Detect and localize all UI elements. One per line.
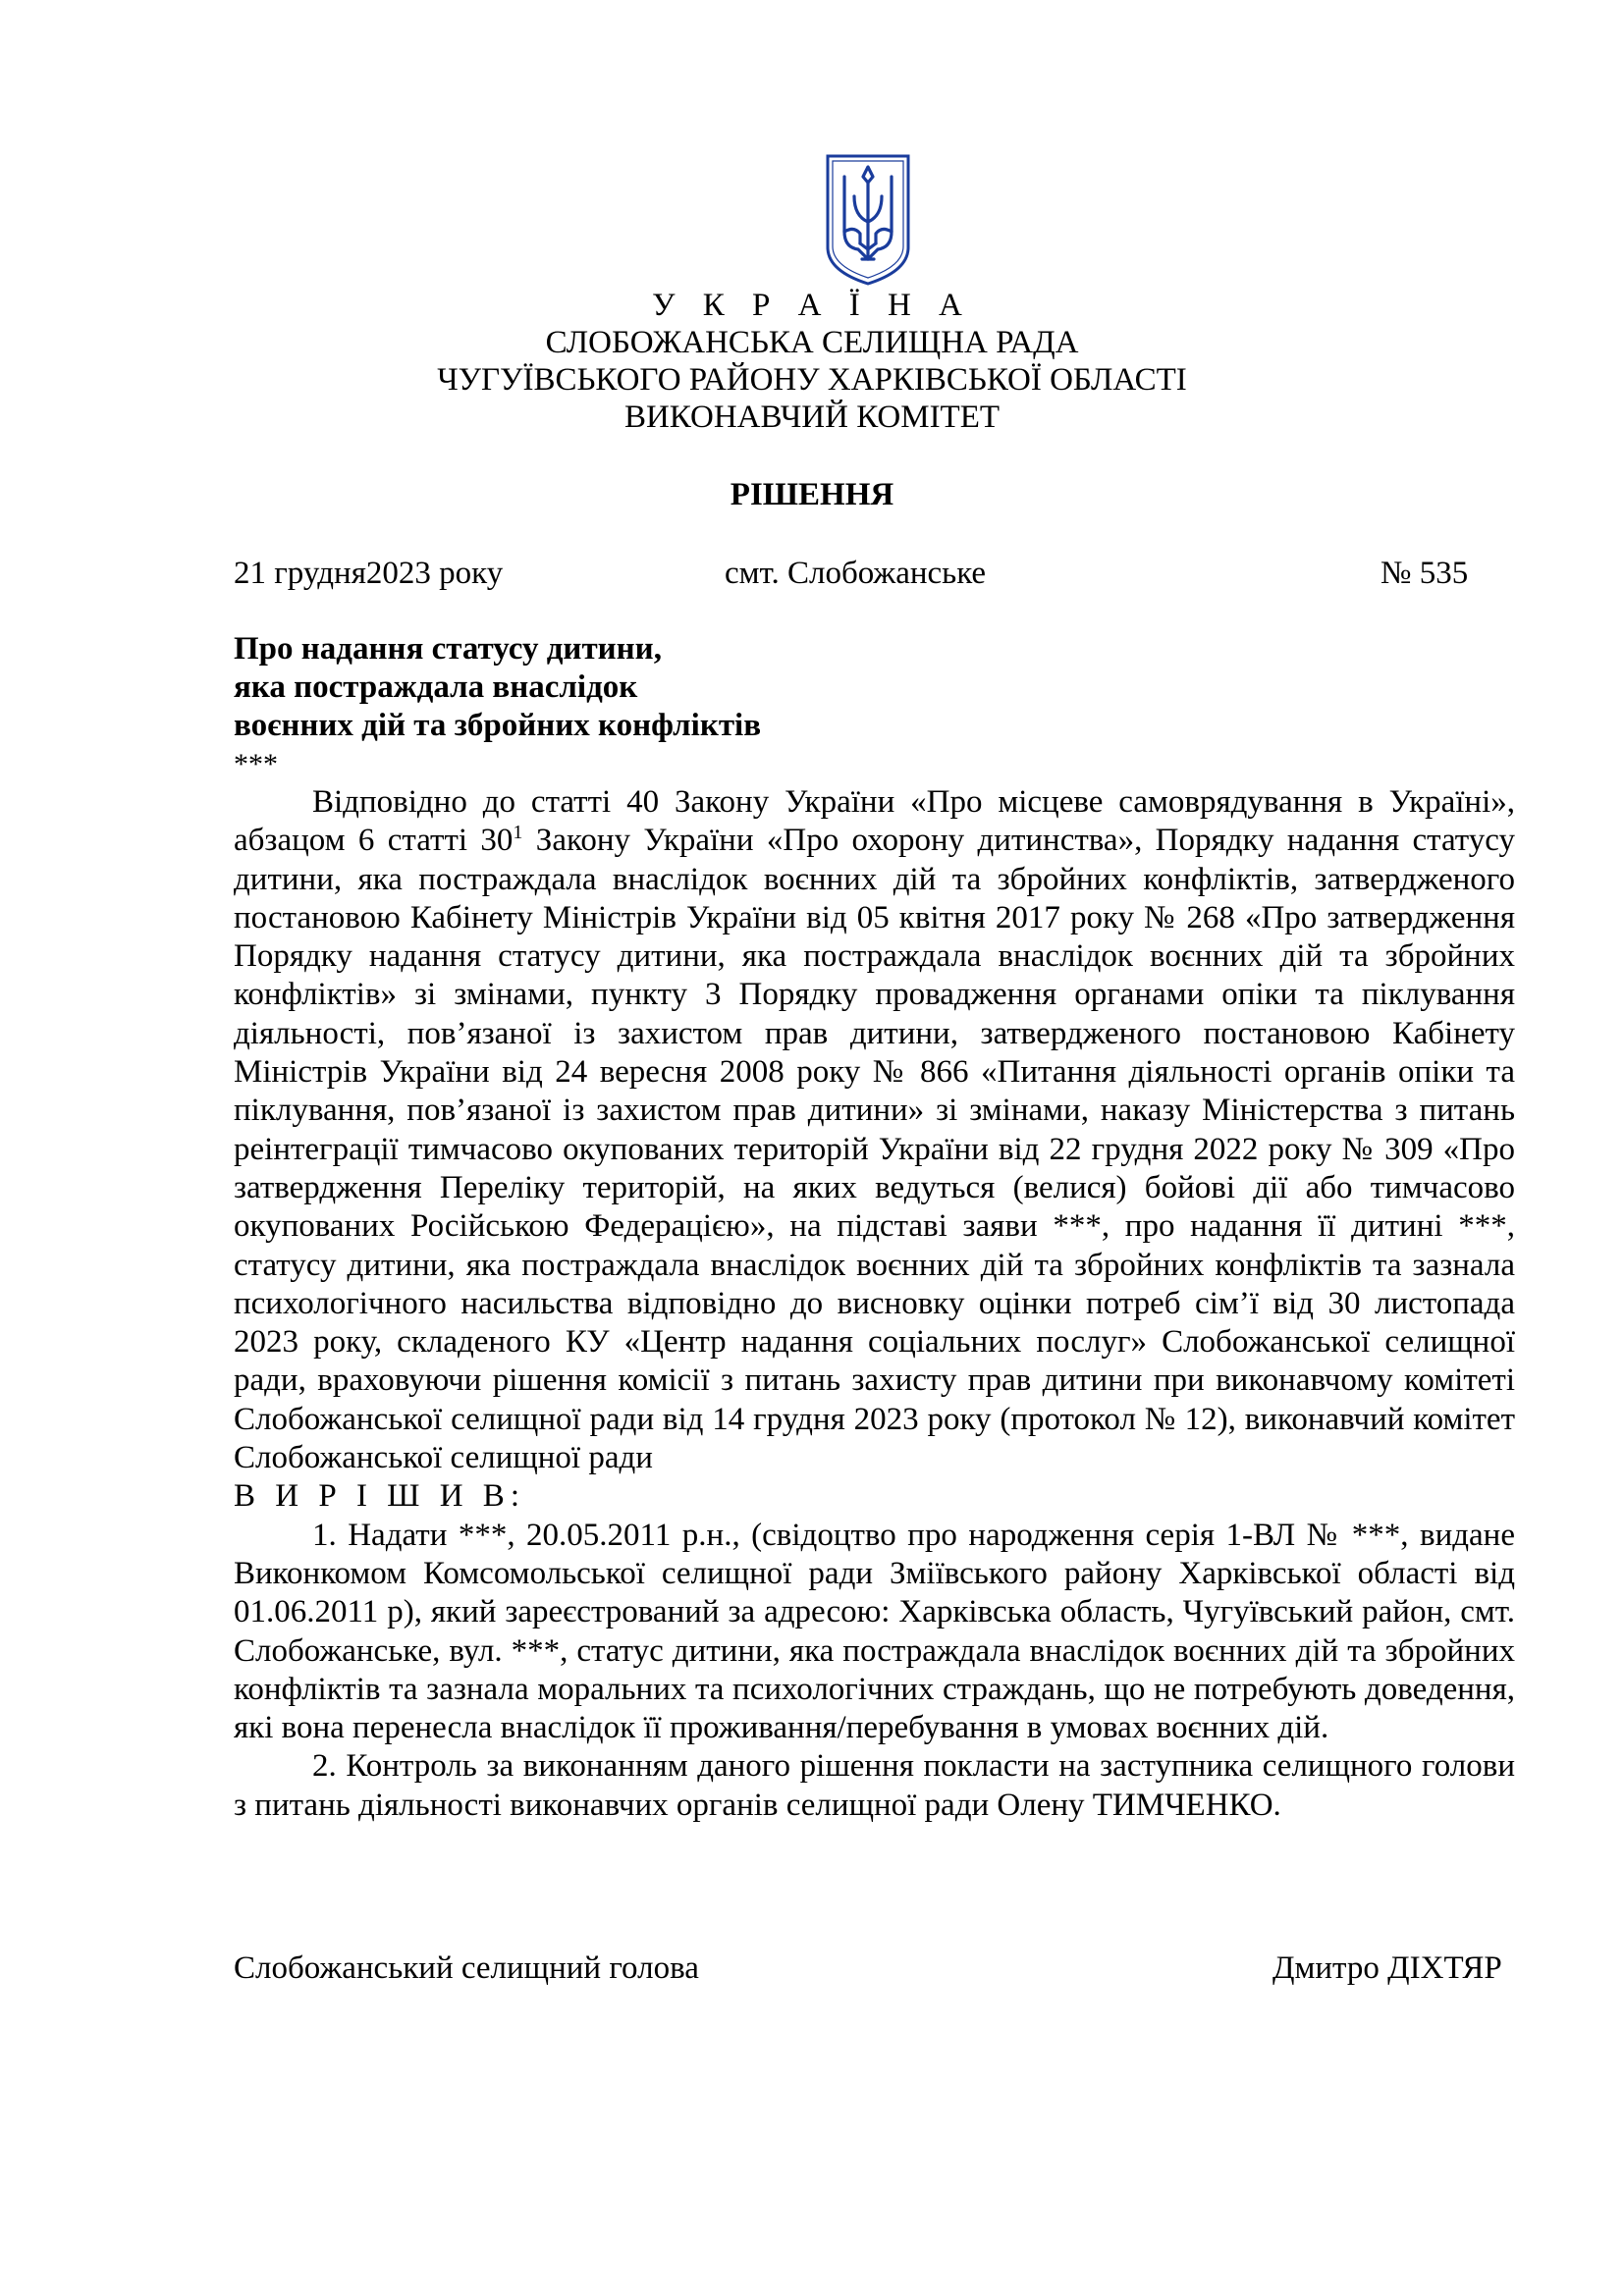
subject-line: Про надання статусу дитини, <box>234 631 662 667</box>
decided-heading: В И Р І Ш И В: <box>234 1478 525 1515</box>
signatory-name: Дмитро ДІХТЯР <box>1272 1950 1502 1986</box>
redaction-mark: *** <box>234 748 278 780</box>
subject-line: воєнних дій та збройних конфліктів <box>234 708 762 743</box>
header-country: У К Р А Ї Н А <box>652 288 972 323</box>
document-date: 21 грудня2023 року <box>234 556 504 591</box>
header-council: СЛОБОЖАНСЬКА СЕЛИЩНА РАДА <box>545 325 1079 360</box>
document-number: № 535 <box>1380 556 1469 591</box>
preamble-text-part: Відповідно до статті 40 Закону України «Про місцеве самоврядування в Україні», абзацом 6 статті 30 <box>234 784 1515 859</box>
decision-item-2: 2. Контроль за виконанням даного рішення покласти на заступника селищного голови з питань діяльності виконавчих органів селищної ради Олену ТИМЧЕНКО. <box>234 1748 1515 1823</box>
coat-of-arms-of-ukraine-icon <box>825 153 911 287</box>
preamble-paragraph <box>234 783 1515 1477</box>
document-subject <box>234 630 761 745</box>
header-district: ЧУГУЇВСЬКОГО РАЙОНУ ХАРКІВСЬКОЇ ОБЛАСТІ <box>437 362 1187 398</box>
subject-line: яка постраждала внаслідок <box>234 669 638 705</box>
decision-item-1: 1. Надати ***, 20.05.2011 р.н., (свідоцтво про народження серія 1-ВЛ № ***, видане Виконкомом Комсомольської селищної ради Зміївського району Харківської області від 01.06.2011 р), який зареєстрований за адресою: Харківська область, Чугуївський район, смт. Слобожанське, вул. ***, статус дитини, яка постраждала внаслідок воєнних дій та збройних конфліктів та зазнала моральних та психологічних страждань, що не потребують доведення, які вона перенесла внаслідок її проживання/перебування в умовах воєнних дій. <box>234 1517 1515 1746</box>
document-body <box>234 783 1515 1825</box>
article-superscript: 1 <box>513 822 523 844</box>
document-place: смт. Слобожанське <box>725 556 987 591</box>
preamble-text-part: Закону України «Про охорону дитинства», Порядку надання статусу дитини, яка постраждала внаслідок воєнних дій та збройних конфліктів, затвердженого постановою Кабінету Міністрів України від 05 квітня 2017 року № 268 «Про затвердження Порядку надання статусу дитини, яка постраждала внаслідок воєнних дій та збройних конфліктів» зі змінами, пункту 3 Порядку провадження органами опіки та піклування діяльності, пов’язаної із захистом прав дитини, затвердженого постановою Кабінету Міністрів України від 24 вересня 2008 року № 866 «Питання діяльності органів опіки та піклування, пов’язаної із захистом прав дитини» зі змінами, наказу Міністерства з питань реінтеграції тимчасово окупованих територій України від 22 грудня 2022 року № 309 «Про затвердження Переліку територій, на яких ведуться (велися) бойові дії або тимчасово окупованих Російською Федерацією», на підставі заяви ***, про надання її дитині ***, статусу дитини, яка постраждала внаслідок воєнних дій та збройних конфліктів та зазнала психологічного насильства відповідно до висновку оцінки потреб сім’ї від 30 листопада 2023 року, складеного КУ «Центр надання соціальних послуг» Слобожанської селищної ради, враховуючи рішення комісії з питань захисту прав дитини при виконавчому комітеті Слобожанської селищної ради від 14 грудня 2023 року (протокол № 12), виконавчий комітет Слобожанської селищної ради <box>234 823 1515 1476</box>
header-committee: ВИКОНАВЧИЙ КОМІТЕТ <box>623 400 1001 435</box>
signatory-position: Слобожанський селищний голова <box>234 1950 699 1986</box>
document-title: РІШЕННЯ <box>730 477 894 512</box>
